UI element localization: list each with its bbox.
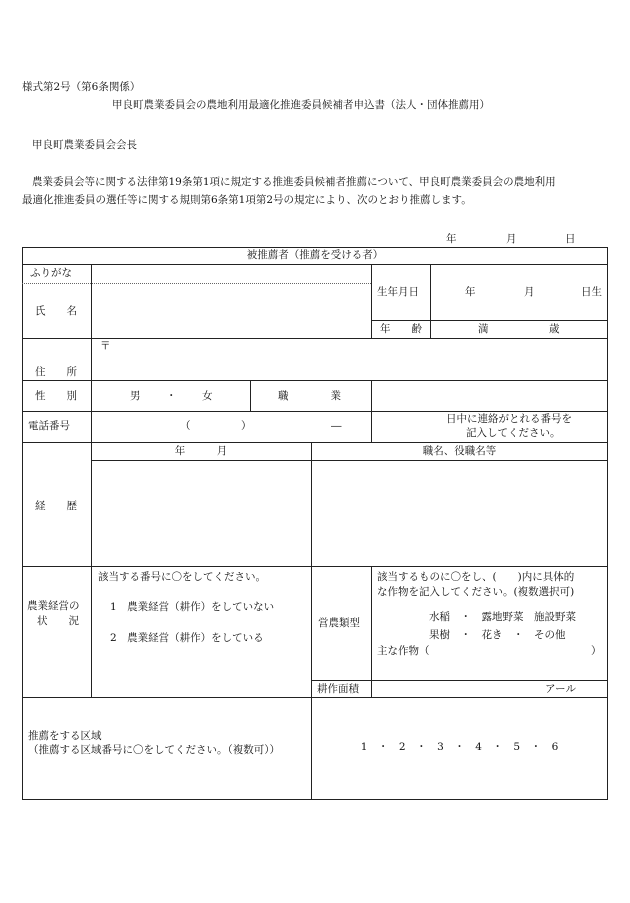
main-crop-label: 主な作物（ xyxy=(377,645,430,657)
birth-month: 月 xyxy=(524,286,535,298)
gender-female: 女 xyxy=(202,390,213,402)
furigana-label: ふりがな xyxy=(30,267,72,279)
gender-label: 性 別 xyxy=(35,390,77,402)
farm-type-instruction-1: 該当するものに〇をし、( )内に具体的 xyxy=(377,571,575,583)
date-day: 日 xyxy=(565,233,576,245)
addressee: 甲良町農業委員会会長 xyxy=(32,139,137,151)
crop-options-row-2: 果樹 ・ 花き ・ その他 xyxy=(429,629,566,641)
farming-instruction: 該当する番号に〇をしてください。 xyxy=(98,571,266,583)
intro-line-1: 農業委員会等に関する法律第19条第1項に規定する推進委員候補者推薦について、甲良町農業委員会の農地利用 xyxy=(32,176,556,188)
phone-paren-open: （ xyxy=(180,420,191,432)
career-date-header: 年 月 xyxy=(174,445,228,457)
main-crop-close: ） xyxy=(591,645,602,657)
birth-year: 年 xyxy=(465,286,476,298)
career-label: 経 歴 xyxy=(35,500,77,512)
birthdate-label: 生年月日 xyxy=(377,286,419,298)
farming-option-1: 1 農業経営（耕作）をしていない xyxy=(110,601,275,613)
date-month: 月 xyxy=(506,233,517,245)
phone-paren-close: ） xyxy=(241,420,252,432)
farming-status-label-1: 農業経営の xyxy=(27,600,80,612)
career-position-header: 職名、役職名等 xyxy=(422,445,497,457)
age-label: 年 齢 xyxy=(380,323,422,335)
form-number: 様式第2号（第6条関係） xyxy=(22,81,141,93)
phone-note-2: 記入してください。 xyxy=(466,427,561,439)
intro-line-2: 最適化推進委員の選任等に関する規則第6条第1項第2号の規定により、次のとおり推薦します。 xyxy=(22,194,472,206)
form-title: 甲良町農業委員会の農地利用最適化推進委員候補者申込書（法人・団体推薦用） xyxy=(112,99,490,111)
district-numbers: 1 ・ 2 ・ 3 ・ 4 ・ 5 ・ 6 xyxy=(360,741,559,753)
date-year: 年 xyxy=(446,233,457,245)
crop-options-row-1: 水稲 ・ 露地野菜 施設野菜 xyxy=(429,611,576,623)
phone-label: 電話番号 xyxy=(28,420,70,432)
farm-type-instruction-2: な作物を記入してください。(複数選択可) xyxy=(377,586,575,598)
farm-type-label: 営農類型 xyxy=(318,617,360,629)
district-label-1: 推薦をする区域 xyxy=(28,730,102,742)
district-label-2: （推薦する区域番号に〇をしてください。（複数可）） xyxy=(28,744,280,756)
gender-separator: ・ xyxy=(166,390,177,402)
farming-option-2: 2 農業経営（耕作）をしている xyxy=(110,632,264,644)
cultivated-area-unit: アール xyxy=(545,683,576,695)
occupation-label: 職 業 xyxy=(278,390,341,402)
name-label: 氏 名 xyxy=(35,305,77,317)
farming-status-label-2: 状 況 xyxy=(37,615,79,627)
gender-male: 男 xyxy=(130,390,141,402)
phone-note-1: 日中に連絡がとれる番号を xyxy=(446,413,572,425)
table-header: 被推薦者（推薦を受ける者） xyxy=(246,249,384,261)
cultivated-area-label: 耕作面積 xyxy=(317,683,359,695)
birth-day: 日生 xyxy=(581,286,602,298)
age-sai: 歳 xyxy=(549,323,560,335)
age-full: 満 xyxy=(478,323,489,335)
phone-dash: ― xyxy=(331,420,342,432)
postal-mark: 〒 xyxy=(100,340,111,352)
address-label: 住 所 xyxy=(35,366,77,378)
